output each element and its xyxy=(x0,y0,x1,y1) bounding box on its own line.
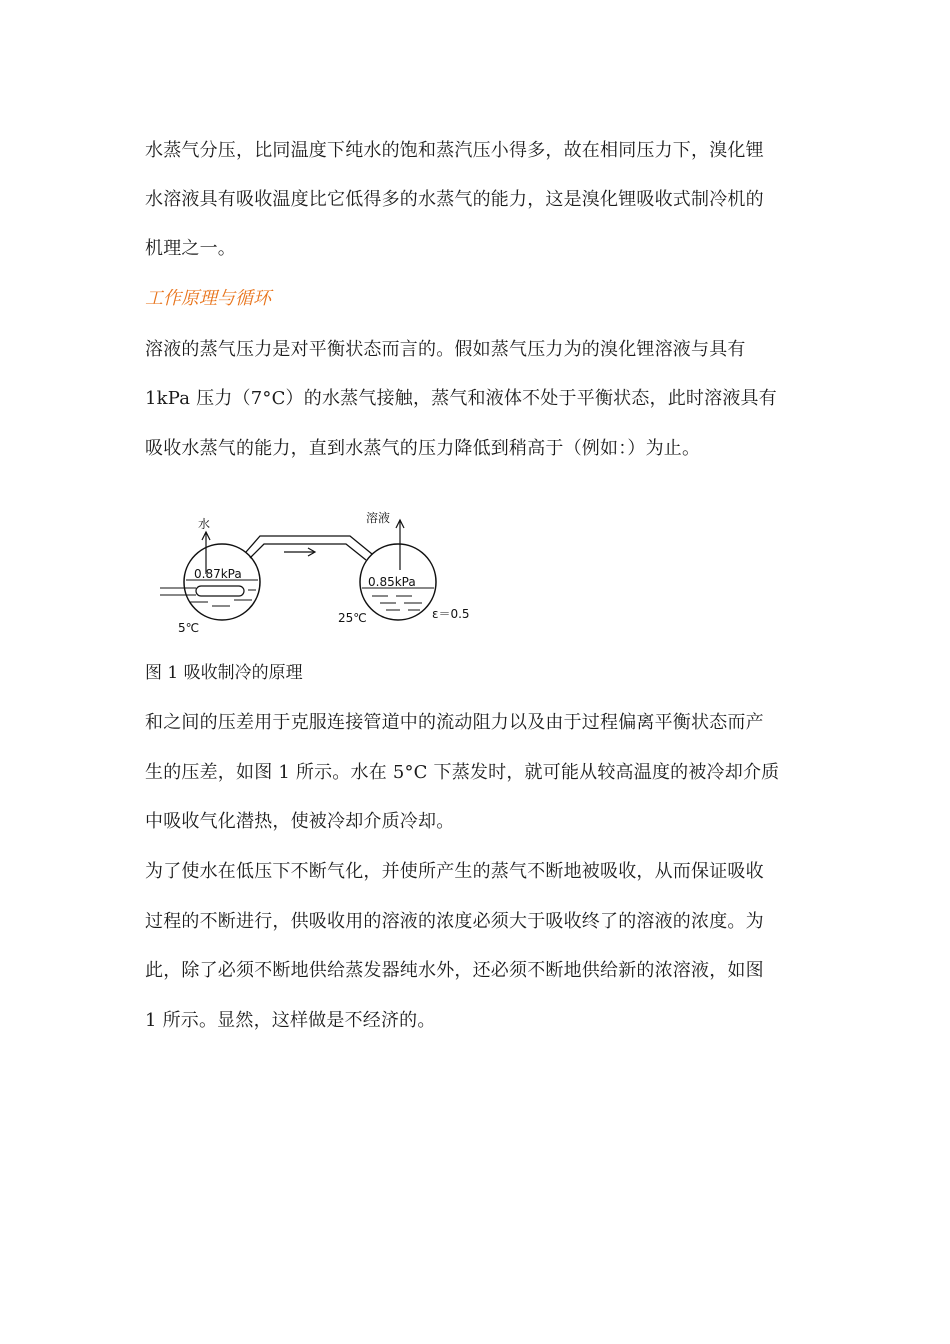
paragraph4-line-3: 此，除了必须不断地供给蒸发器纯水外，还必须不断地供给新的浓溶液，如图 xyxy=(145,960,764,981)
paragraph1-line-2: 水溶液具有吸收温度比它低得多的水蒸气的能力，这是溴化锂吸收式制冷机的 xyxy=(145,189,764,210)
label-pressure-left: 0.87kPa xyxy=(194,567,242,581)
figure-caption: 图 1 吸收制冷的原理 xyxy=(145,663,303,683)
paragraph3-line-1: 和之间的压差用于克服连接管道中的流动阻力以及由于过程偏离平衡状态而产 xyxy=(145,712,764,733)
paragraph3-line-2: 生的压差，如图 1 所示。水在 5°C 下蒸发时，就可能从较高温度的被冷却介质 xyxy=(145,762,780,783)
label-pressure-right: 0.85kPa xyxy=(368,575,416,589)
paragraph2-line-1: 溶液的蒸气压力是对平衡状态而言的。假如蒸气压力为的溴化锂溶液与具有 xyxy=(145,339,746,360)
connecting-pipe-upper xyxy=(246,536,372,554)
label-solution: 溶液 xyxy=(366,511,391,525)
label-epsilon: ε＝0.5 xyxy=(432,607,470,621)
absorption-diagram xyxy=(150,500,500,640)
paragraph4-line-2: 过程的不断进行，供吸收用的溶液的浓度必须大于吸收终了的溶液的浓度。为 xyxy=(145,911,764,932)
paragraph3-line-3: 中吸收气化潜热，使被冷却介质冷却。 xyxy=(145,811,455,832)
section-heading: 工作原理与循环 xyxy=(145,288,271,309)
paragraph1-line-1: 水蒸气分压，比同温度下纯水的饱和蒸汽压小得多，故在相同压力下，溴化锂 xyxy=(145,140,764,161)
label-temp-left: 5℃ xyxy=(178,621,200,635)
label-water: 水 xyxy=(198,517,211,531)
label-temp-right: 25℃ xyxy=(338,611,367,625)
paragraph1-line-3: 机理之一。 xyxy=(145,238,236,259)
paragraph4-line-1: 为了使水在低压下不断气化，并使所产生的蒸气不断地被吸收，从而保证吸收 xyxy=(145,861,764,882)
paragraph2-line-3: 吸收水蒸气的能力，直到水蒸气的压力降低到稍高于（例如：）为止。 xyxy=(145,438,701,459)
absorption-diagram-svg xyxy=(150,500,500,640)
paragraph2-line-2: 1kPa 压力（7°C）的水蒸气接触，蒸气和液体不处于平衡状态，此时溶液具有 xyxy=(145,388,777,409)
paragraph4-line-4: 1 所示。显然，这样做是不经济的。 xyxy=(145,1010,436,1031)
cooling-coil-icon xyxy=(196,586,244,596)
evaporator-vessel xyxy=(184,544,260,620)
